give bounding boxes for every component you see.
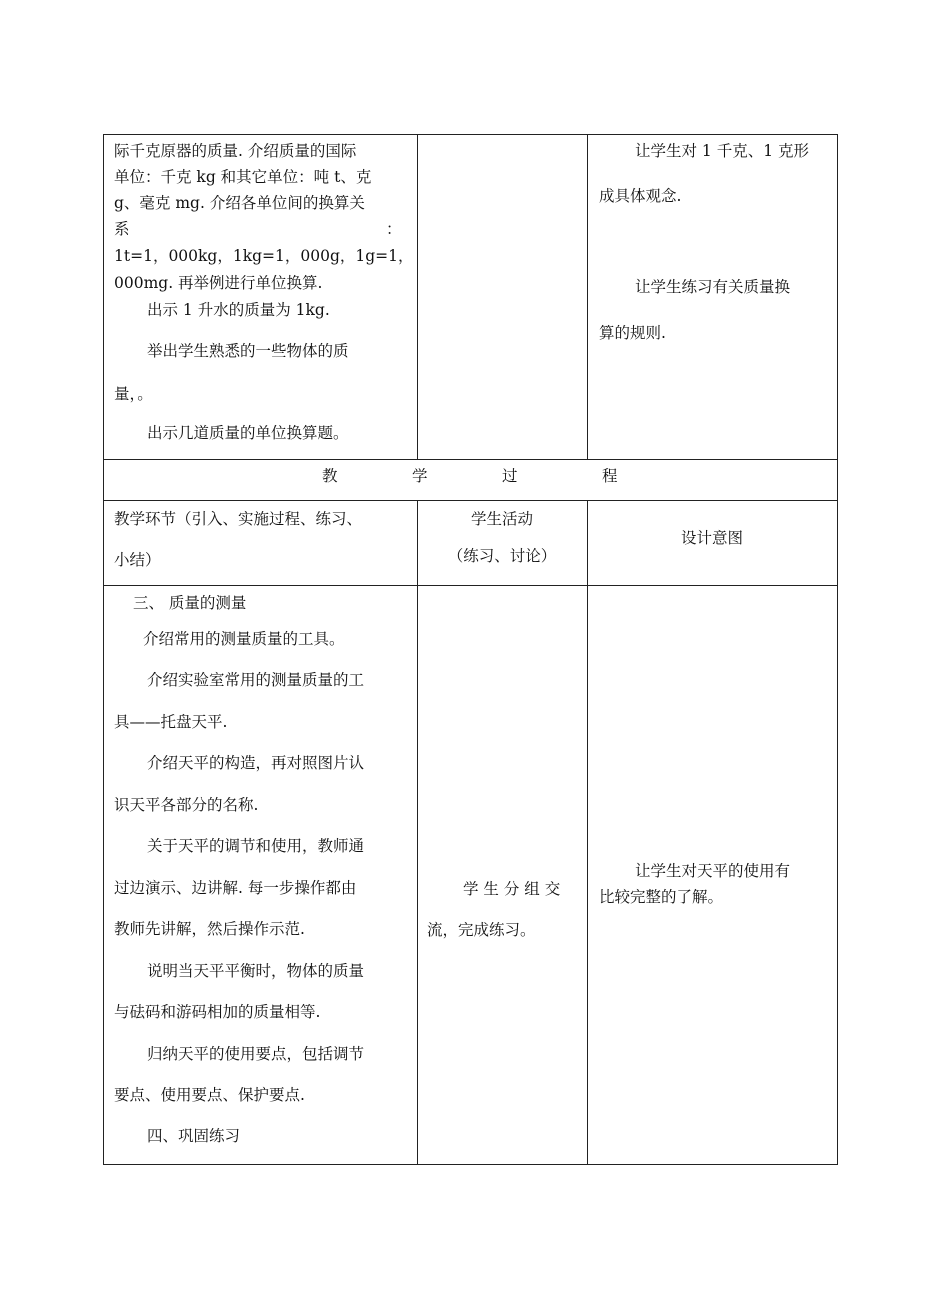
text-line: ： <box>386 220 402 238</box>
rule-bottom <box>103 1164 838 1165</box>
bottom-row-col3 <box>587 585 837 1164</box>
text-line: 出示 1 升水的质量为 1kg. <box>147 301 330 319</box>
header-text: 设计意图 <box>680 529 743 547</box>
header-text: 小结） <box>114 551 161 569</box>
section-title-char: 教 <box>322 467 338 485</box>
text-line: 流，完成练习。 <box>427 921 536 939</box>
text-line: g、毫克 mg. 介绍各单位间的换算关 <box>114 194 365 212</box>
text-line: 系 <box>114 220 130 238</box>
header-col2 <box>417 500 587 585</box>
text-line: 际千克原器的质量. 介绍质量的国际 <box>114 142 357 160</box>
text-line: 介绍常用的测量质量的工具。 <box>143 630 345 648</box>
text-line: 要点、使用要点、保护要点. <box>114 1086 305 1104</box>
text-line: 与砝码和游码相加的质量相等. <box>114 1003 321 1021</box>
top-row-col1 <box>103 134 417 459</box>
text-line: 举出学生熟悉的一些物体的质 <box>147 342 349 360</box>
section-title-char: 程 <box>602 467 618 485</box>
header-text: 学生活动 <box>470 510 533 528</box>
text-line: 算的规则. <box>599 324 666 342</box>
bottom-row-col1 <box>103 585 417 1164</box>
text-line: 四、巩固练习 <box>147 1127 241 1145</box>
text-line: 让学生练习有关质量换 <box>635 278 791 296</box>
section-title-char: 学 <box>412 467 428 485</box>
rule-col1-top <box>417 134 418 459</box>
lesson-plan-table <box>103 134 838 1165</box>
text-line: 过边演示、边讲解. 每一步操作都由 <box>114 879 357 897</box>
text-line: 说明当天平平衡时，物体的质量 <box>147 962 365 980</box>
text-line: 关于天平的调节和使用，教师通 <box>147 837 365 855</box>
text-line: 1t=1，000kg，1kg=1，000g，1g=1， <box>114 247 414 265</box>
text-line: 单位：千克 kg 和其它单位：吨 t、克 <box>114 168 372 186</box>
rule-right <box>837 134 838 1165</box>
bottom-row-col2 <box>417 585 587 1164</box>
text-line: 介绍天平的构造，再对照图片认 <box>147 754 365 772</box>
text-line: 识天平各部分的名称. <box>114 796 259 814</box>
text-line: 归纳天平的使用要点，包括调节 <box>147 1045 365 1063</box>
text-line: 比较完整的了解。 <box>599 888 724 906</box>
text-line: 学 生 分 组 交 <box>463 880 561 898</box>
text-line: 具——托盘天平. <box>114 713 228 731</box>
text-line: 介绍实验室常用的测量质量的工 <box>147 671 365 689</box>
text-line: 让学生对天平的使用有 <box>635 862 791 880</box>
text-line: 让学生对 1 千克、1 克形 <box>635 142 810 160</box>
text-line: 三、 质量的测量 <box>133 594 247 612</box>
text-line: 量，。 <box>114 385 153 403</box>
section-title-char: 过 <box>502 467 518 485</box>
text-line: 出示几道质量的单位换算题。 <box>147 424 349 442</box>
top-row-col3 <box>587 134 837 459</box>
text-line: 000mg. 再举例进行单位换算. <box>114 274 323 292</box>
section-title-row <box>103 459 838 500</box>
text-line: 教师先讲解，然后操作示范. <box>114 920 305 938</box>
header-text: （练习、讨论） <box>447 547 557 565</box>
header-col1 <box>103 500 417 585</box>
header-col3 <box>587 500 837 585</box>
text-line: 成具体观念. <box>599 187 682 205</box>
header-text: 教学环节（引入、实施过程、练习、 <box>114 510 363 528</box>
